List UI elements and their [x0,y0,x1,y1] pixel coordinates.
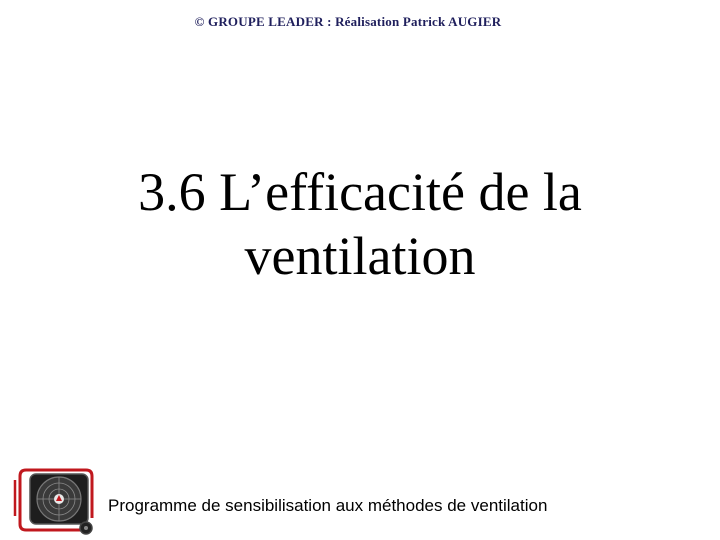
slide-title-line-2: ventilation [244,226,476,286]
slide-title-line-1: 3.6 L’efficacité de la [138,162,582,222]
header-credit: © GROUPE LEADER : Réalisation Patrick AUGIER [194,14,502,29]
footer-caption: Programme de sensibilisation aux méthodes de ventilation [108,496,548,515]
ventilation-fan-icon [12,466,102,536]
slide-title [0,160,720,288]
